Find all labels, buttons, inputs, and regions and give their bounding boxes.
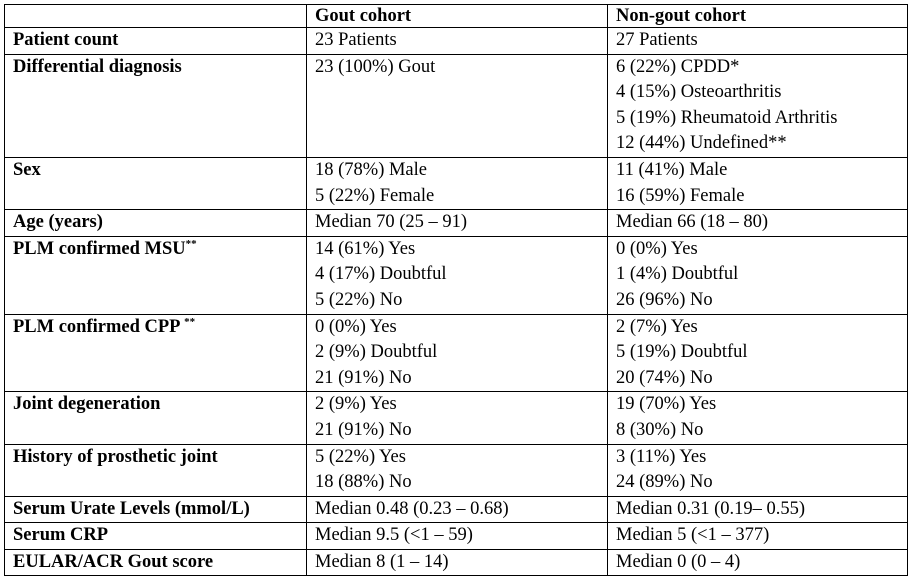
table-row [5, 157, 908, 209]
row-label-cell [5, 54, 307, 157]
gout-cohort-cell [307, 314, 608, 392]
header-cell-non-gout-cohort: Non-gout cohort [608, 5, 908, 28]
row-label: PLM confirmed CPP [13, 316, 185, 337]
cohort-comparison-table [4, 4, 908, 576]
cell-value-line: 23 Patients [315, 30, 397, 50]
cell-value-line: 14 (61%) Yes [315, 238, 416, 259]
table-row [5, 236, 908, 314]
row-label-cell [5, 157, 307, 209]
row-label: Joint degeneration [13, 394, 161, 415]
cell-value-line: 5 (19%) Rheumatoid Arthritis [616, 107, 838, 128]
non-gout-cohort-cell [608, 54, 908, 157]
row-label: PLM confirmed MSU [13, 238, 186, 259]
non-gout-cohort-cell [608, 210, 908, 237]
cell-value-line: 2 (9%) Yes [315, 394, 397, 415]
gout-cohort-cell [307, 523, 608, 550]
cell-value-line: 6 (22%) CPDD* [616, 56, 740, 77]
cell-value-line: 0 (0%) Yes [315, 316, 397, 337]
row-label: Serum CRP [13, 525, 109, 546]
cell-value-line: 2 (9%) Doubtful [315, 342, 438, 363]
cell-value-line: 18 (88%) No [315, 472, 412, 493]
cell-value-line: 24 (89%) No [616, 472, 713, 493]
gout-cohort-cell [307, 392, 608, 444]
cell-value-line: 18 (78%) Male [315, 159, 427, 180]
header-cell-empty [5, 5, 307, 28]
non-gout-cohort-cell [608, 236, 908, 314]
non-gout-cohort-cell [608, 444, 908, 496]
cell-value-line: 27 Patients [616, 30, 698, 50]
cell-value-line: 26 (96%) No [616, 289, 713, 310]
row-label: Age (years) [13, 212, 103, 233]
row-label-cell [5, 392, 307, 444]
gout-cohort-cell [307, 54, 608, 157]
cell-value-line: Median 9.5 (<1 – 59) [315, 525, 473, 546]
row-label-cell [5, 236, 307, 314]
non-gout-cohort-cell [608, 523, 908, 550]
cell-value-line: 5 (22%) Yes [315, 446, 406, 467]
table-row [5, 210, 908, 237]
gout-cohort-cell [307, 236, 608, 314]
cell-value-line: 20 (74%) No [616, 367, 713, 388]
table-row [5, 496, 908, 523]
table-body [5, 5, 908, 576]
cell-value-line: 1 (4%) Doubtful [616, 264, 739, 285]
cell-value-line: Median 8 (1 – 14) [315, 551, 449, 572]
gout-cohort-cell [307, 157, 608, 209]
non-gout-cohort-cell [608, 157, 908, 209]
cell-value-line: Median 66 (18 – 80) [616, 212, 769, 233]
footnote-marker: ** [184, 315, 196, 328]
cell-value-line: 21 (91%) No [315, 367, 412, 388]
cell-value-line: Median 0 (0 – 4) [616, 551, 741, 572]
row-label: Sex [13, 159, 41, 180]
cell-value-line: 11 (41%) Male [616, 159, 728, 180]
non-gout-cohort-cell [608, 392, 908, 444]
row-label: History of prosthetic joint [13, 446, 218, 467]
cell-value-line: 3 (11%) Yes [616, 446, 707, 467]
table-row [5, 392, 908, 444]
gout-cohort-cell [307, 28, 608, 55]
table-row [5, 444, 908, 496]
row-label-cell [5, 28, 307, 55]
table-row [5, 54, 908, 157]
row-label-cell [5, 444, 307, 496]
gout-cohort-cell [307, 210, 608, 237]
cell-value-line: Median 5 (<1 – 377) [616, 525, 770, 546]
row-label: Differential diagnosis [13, 56, 182, 77]
cell-value-line: 21 (91%) No [315, 419, 412, 440]
row-label-cell [5, 496, 307, 523]
cell-value-line: 0 (0%) Yes [616, 238, 698, 259]
table-row [5, 523, 908, 550]
header-row [5, 5, 908, 28]
non-gout-cohort-cell [608, 314, 908, 392]
cell-value-line: 5 (22%) Female [315, 185, 435, 206]
cell-value-line: Median 0.48 (0.23 – 0.68) [315, 498, 509, 519]
row-label-cell [5, 523, 307, 550]
footnote-marker: ** [185, 237, 197, 250]
cell-value-line: Median 0.31 (0.19– 0.55) [616, 498, 806, 519]
cell-value-line: 8 (30%) No [616, 419, 704, 440]
cell-value-line: 4 (15%) Osteoarthritis [616, 82, 782, 103]
table-row [5, 314, 908, 392]
table-row [5, 28, 908, 55]
row-label: Serum Urate Levels (mmol/L) [13, 498, 250, 519]
cell-value-line: 19 (70%) Yes [616, 394, 717, 415]
cell-value-line: 16 (59%) Female [616, 185, 745, 206]
non-gout-cohort-cell [608, 28, 908, 55]
cell-value-line: 12 (44%) Undefined** [616, 133, 787, 154]
cell-value-line: Median 70 (25 – 91) [315, 212, 468, 233]
cell-value-line: 23 (100%) Gout [315, 56, 436, 77]
header-cell-gout-cohort: Gout cohort [307, 5, 608, 28]
row-label-cell [5, 210, 307, 237]
gout-cohort-cell [307, 444, 608, 496]
cell-value-line: 5 (22%) No [315, 289, 403, 310]
cell-value-line: 2 (7%) Yes [616, 316, 698, 337]
cell-value-line: 5 (19%) Doubtful [616, 342, 748, 363]
row-label: EULAR/ACR Gout score [13, 551, 214, 572]
gout-cohort-cell [307, 496, 608, 523]
non-gout-cohort-cell [608, 496, 908, 523]
row-label: Patient count [13, 30, 119, 50]
row-label-cell [5, 314, 307, 392]
cell-value-line: 4 (17%) Doubtful [315, 264, 447, 285]
